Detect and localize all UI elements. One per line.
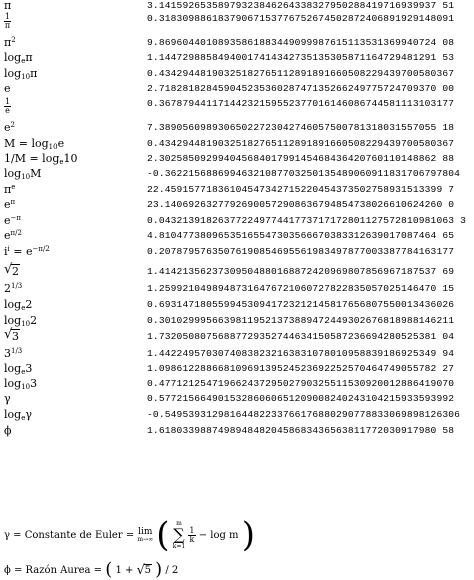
constant-symbol: $3^{1/3}$ xyxy=(4,347,23,360)
sqrt-five: √ 5 xyxy=(136,562,151,578)
constant-symbol: $\log_{10}2$ xyxy=(4,314,38,328)
golden-ratio-formula: ϕ = Razón Aurea = ( 1 + √ 5 ) / 2 xyxy=(4,559,179,580)
constant-symbol: $\frac{1}{e}$ xyxy=(5,97,11,115)
constant-value: 9.86960440108935861883449099987615113531369940724 08 xyxy=(147,37,455,48)
constant-value: 0.57721566490153286060651209008240243104215933593992 xyxy=(147,393,455,404)
constant-value: -0.54953931298164482233766176880290778833069898126306 xyxy=(147,409,461,420)
constant-symbol: √ 3 xyxy=(4,327,19,343)
constant-value: 1.09861228866810969139524523692252570464749055782 27 xyxy=(147,363,455,374)
constant-value: 23.14069263277926900572908636794854738026610624260 0 xyxy=(147,199,455,210)
euler-label: γ = Constante de Euler = xyxy=(4,529,135,541)
constant-symbol: √ 2 xyxy=(4,262,19,278)
constant-symbol: $\pi^2$ xyxy=(4,36,16,49)
constant-symbol: $e^{\pi/2}$ xyxy=(4,229,22,242)
constant-symbol: π xyxy=(4,0,12,12)
minus-log-m: − log m xyxy=(198,529,239,541)
constant-symbol: $\pi^e$ xyxy=(4,183,16,196)
constant-value: 0.04321391826377224977441773717172801127572810981063 3 xyxy=(147,215,466,226)
constant-value: 2.30258509299404568401799145468436420760110148862 88 xyxy=(147,153,455,164)
constant-value: 0.43429448190325182765112891891660508229439700580367 xyxy=(147,68,455,79)
constant-symbol: $\log_e2$ xyxy=(4,298,33,312)
constant-symbol: $\log_e\pi$ xyxy=(4,51,33,65)
constant-symbol: $\log_{10}3$ xyxy=(4,377,38,391)
constant-symbol: γ xyxy=(4,392,11,405)
constant-symbol: $e^{-\pi}$ xyxy=(4,214,21,227)
constant-symbol: $\log_e\gamma$ xyxy=(4,408,32,422)
constant-symbol: $2^{1/3}$ xyxy=(4,282,23,295)
constant-value: -0.36221568869946321087703250135489060911831706797804 xyxy=(147,168,461,179)
constant-value: 0.47712125471966243729502790325511530920012886419070 xyxy=(147,378,455,389)
constant-symbol: $e^2$ xyxy=(4,121,15,134)
constant-symbol: $M = \log_{10}e$ xyxy=(4,137,65,151)
constant-value: 0.30102999566398119521373889472449302676818988146211 xyxy=(147,315,455,326)
constant-symbol: $e^\pi$ xyxy=(4,198,16,211)
constant-symbol: $1/M = \log_e10$ xyxy=(4,152,78,166)
golden-label: ϕ = Razón Aurea = xyxy=(4,564,103,576)
constant-value: 3.14159265358979323846264338327950288419716939937 51 xyxy=(147,0,455,11)
constant-value: 1.73205080756887729352744634150587236694280525381 04 xyxy=(147,331,455,342)
constant-symbol: $\log_e3$ xyxy=(4,362,33,376)
constant-value: 0.20787957635076190854695561983497877003387784163177 xyxy=(147,246,455,257)
constant-value: 2.71828182845904523536028747135266249775724709370 00 xyxy=(147,83,455,94)
constant-value: 1.44224957030740838232163831078010958839186925349 94 xyxy=(147,348,455,359)
one-over-k: $\frac{1}{k}$ xyxy=(189,525,195,544)
constant-value: 7.38905609893065022723042746057500781318031557055 18 xyxy=(147,122,455,133)
constant-symbol: $\log_{10}\pi$ xyxy=(4,67,38,81)
constant-value: 0.69314718055994530941723212145817656807550013436026 xyxy=(147,299,455,310)
constant-value: 0.31830988618379067153776752674502872406891929148091 xyxy=(147,13,455,24)
constant-symbol: e xyxy=(4,82,11,95)
sum-operator: m ∑ k=1 xyxy=(172,520,186,550)
left-paren: ( xyxy=(156,515,170,555)
constant-value: 0.43429448190325182765112891891660508229439700580367 xyxy=(147,138,455,149)
constant-symbol: $\log_{10}M$ xyxy=(4,167,42,181)
constant-symbol: $\frac{1}{\pi}$ xyxy=(4,12,11,30)
constant-symbol: ϕ xyxy=(4,424,12,437)
constant-symbol: $i^i = e^{-\pi/2}$ xyxy=(4,245,50,258)
constant-value: 1.25992104989487316476721060727822835057025146470 15 xyxy=(147,283,455,294)
limit-operator: lim m→∞ xyxy=(137,526,154,543)
right-paren: ) xyxy=(241,515,255,555)
euler-formula xyxy=(4,515,255,555)
constant-value: 1.61803398874989484820458683436563811772030917980 58 xyxy=(147,425,455,436)
constant-value: 22.45915771836104547342715220454373502758931513399 7 xyxy=(147,184,455,195)
constant-value: 1.14472988584940017414342735135305871164729481291 53 xyxy=(147,52,455,63)
constant-value: 4.81047738096535165547303566670383312639017087464 65 xyxy=(147,230,455,241)
constant-value: 0.36787944117144232159552377016146086744581113103177 xyxy=(147,98,455,109)
constant-value: 1.41421356237309504880168872420969807856967187537 69 xyxy=(147,266,455,277)
